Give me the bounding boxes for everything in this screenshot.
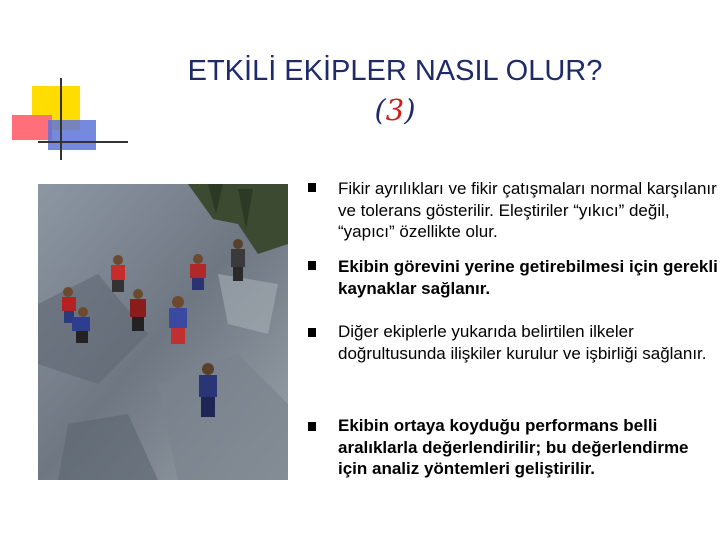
bullet-text: Diğer ekiplerle yukarıda belirtilen ilkeler doğrultusunda ilişkiler kurulur ve işbirliği sağlanır.	[338, 322, 707, 363]
slide-subtitle	[130, 92, 660, 128]
climbers-image	[38, 184, 288, 480]
square-bullet-icon	[308, 261, 316, 270]
decor-blue-rectangle	[48, 120, 96, 150]
subtitle-paren-close: )	[404, 93, 416, 127]
slide-title: ETKİLİ EKİPLER NASIL OLUR?	[187, 55, 603, 87]
climbers-photo	[38, 184, 288, 480]
square-bullet-icon	[308, 328, 316, 337]
bullet-text: Ekibin ortaya koyduğu performans belli aralıklarla değerlendirilir; bu değerlendirme için analiz yöntemleri geliştirilir.	[338, 416, 689, 478]
decor-horizontal-line	[38, 141, 128, 143]
subtitle-paren-open: (	[374, 93, 386, 127]
bullet-text: Fikir ayrılıkları ve fikir çatışmaları normal karşılanır ve tolerans gösterilir. Eleştiriler “yıkıcı” değil, “yapıcı” özellikte olur.	[338, 179, 717, 241]
decor-vertical-line	[60, 78, 62, 160]
decor-red-rectangle	[12, 115, 52, 140]
climber-2	[111, 255, 125, 292]
bullet-text: Ekibin görevini yerine getirebilmesi için gerekli kaynaklar sağlanır.	[338, 257, 718, 298]
subtitle-number: 3	[385, 93, 405, 127]
square-bullet-icon	[308, 183, 316, 192]
square-bullet-icon	[308, 422, 316, 431]
